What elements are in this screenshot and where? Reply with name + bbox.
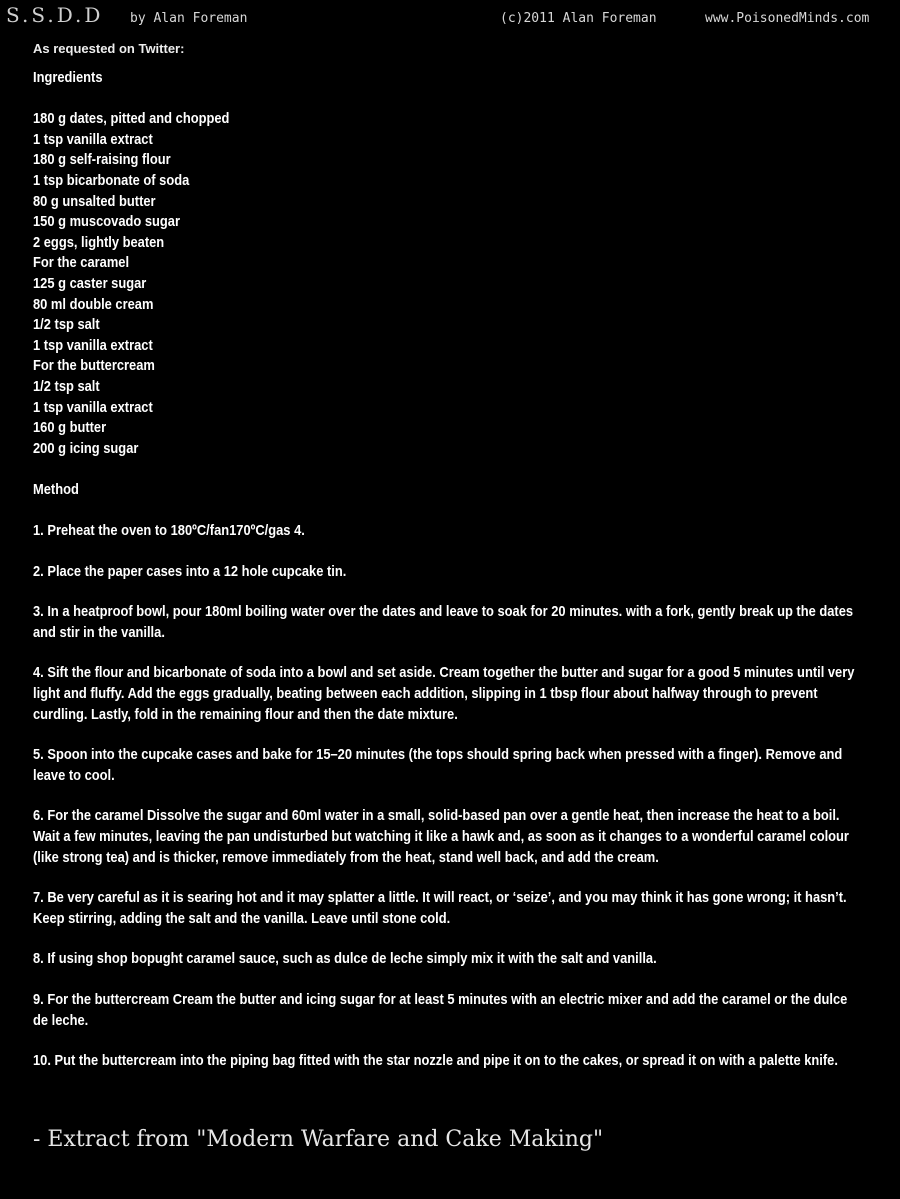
ingredient-item: 1 tsp vanilla extract: [33, 336, 153, 354]
method-step: 6. For the caramel Dissolve the sugar and 60ml water in a small, solid-based pan over a gentle heat, then increase the heat to a boil. Wait a few minutes, leaving the pan undisturbed but watching it like a hawk and, as soon as it changes to a wonderful caramel colour (like strong tea) and is thicker, remove immediately from the heat, stand well back, and add the cream.: [33, 807, 849, 866]
ingredient-item: 1 tsp vanilla extract: [33, 398, 153, 416]
method-steps: [33, 521, 863, 1072]
ingredient-subheading: For the buttercream: [33, 357, 155, 375]
copyright-notice: (c)2011 Alan Foreman: [500, 11, 657, 26]
recipe-content: [33, 41, 863, 1092]
ingredient-item: 125 g caster sugar: [33, 274, 147, 292]
method-step: 5. Spoon into the cupcake cases and bake for 15–20 minutes (the tops should spring back when pressed with a finger). Remove and leave to cool.: [33, 746, 843, 784]
source-quote: - Extract from "Modern Warfare and Cake Making": [33, 1127, 604, 1152]
method-step: 7. Be very careful as it is searing hot and it may splatter a little. It will react, or ‘seize’, and you may think it has gone wrong; it hasn’t. Keep stirring, adding the salt and the vanilla. Leave until stone cold.: [33, 889, 847, 927]
recipe-body: [33, 68, 863, 1072]
ingredient-item: 180 g self-raising flour: [33, 151, 171, 169]
method-step: 2. Place the paper cases into a 12 hole cupcake tin.: [33, 562, 347, 580]
method-step: 4. Sift the flour and bicarbonate of soda into a bowl and set aside. Cream together the butter and sugar for a good 5 minutes until very light and fluffy. Add the eggs gradually, beating between each addition, slipping in 1 tbsp flour about halfway through to prevent curdling. Lastly, fold in the remaining flour and then the date mixture.: [33, 664, 855, 723]
method-step: 1. Preheat the oven to 180ºC/fan170ºC/gas 4.: [33, 522, 305, 540]
ingredient-item: 160 g butter: [33, 419, 107, 437]
ingredient-item: 1/2 tsp salt: [33, 377, 100, 395]
ingredients-heading: Ingredients: [33, 69, 103, 86]
ingredients-list: [33, 109, 863, 459]
method-step: 3. In a heatproof bowl, pour 180ml boiling water over the dates and leave to soak for 20 minutes. with a fork, gently break up the dates and stir in the vanilla.: [33, 603, 854, 641]
author-byline: by Alan Foreman: [130, 11, 248, 26]
ingredient-item: 1 tsp bicarbonate of soda: [33, 171, 190, 189]
method-step: 9. For the buttercream Cream the butter and icing sugar for at least 5 minutes with an electric mixer and add the caramel or the dulce de leche.: [33, 990, 848, 1029]
ingredient-item: 80 ml double cream: [33, 295, 154, 313]
brand-title: S.S.D.D: [6, 3, 104, 27]
method-step: 8. If using shop bopught caramel sauce, such as dulce de leche simply mix it with the salt and vanilla.: [33, 950, 657, 968]
ingredient-item: 200 g icing sugar: [33, 439, 139, 457]
ingredient-item: 1 tsp vanilla extract: [33, 130, 153, 148]
ingredient-item: 80 g unsalted butter: [33, 192, 156, 210]
ingredient-subheading: For the caramel: [33, 254, 130, 272]
ingredient-item: 150 g muscovado sugar: [33, 213, 180, 231]
header-bar: [0, 0, 900, 34]
method-heading: Method: [33, 480, 79, 498]
ingredient-item: 1/2 tsp salt: [33, 316, 100, 334]
intro-text: As requested on Twitter:: [33, 41, 185, 56]
ingredient-item: 180 g dates, pitted and chopped: [33, 110, 230, 128]
ingredient-item: 2 eggs, lightly beaten: [33, 233, 165, 251]
method-step: 10. Put the buttercream into the piping bag fitted with the star nozzle and pipe it on to the cakes, or spread it on with a palette knife.: [33, 1052, 838, 1070]
website-url: www.PoisonedMinds.com: [705, 11, 870, 26]
